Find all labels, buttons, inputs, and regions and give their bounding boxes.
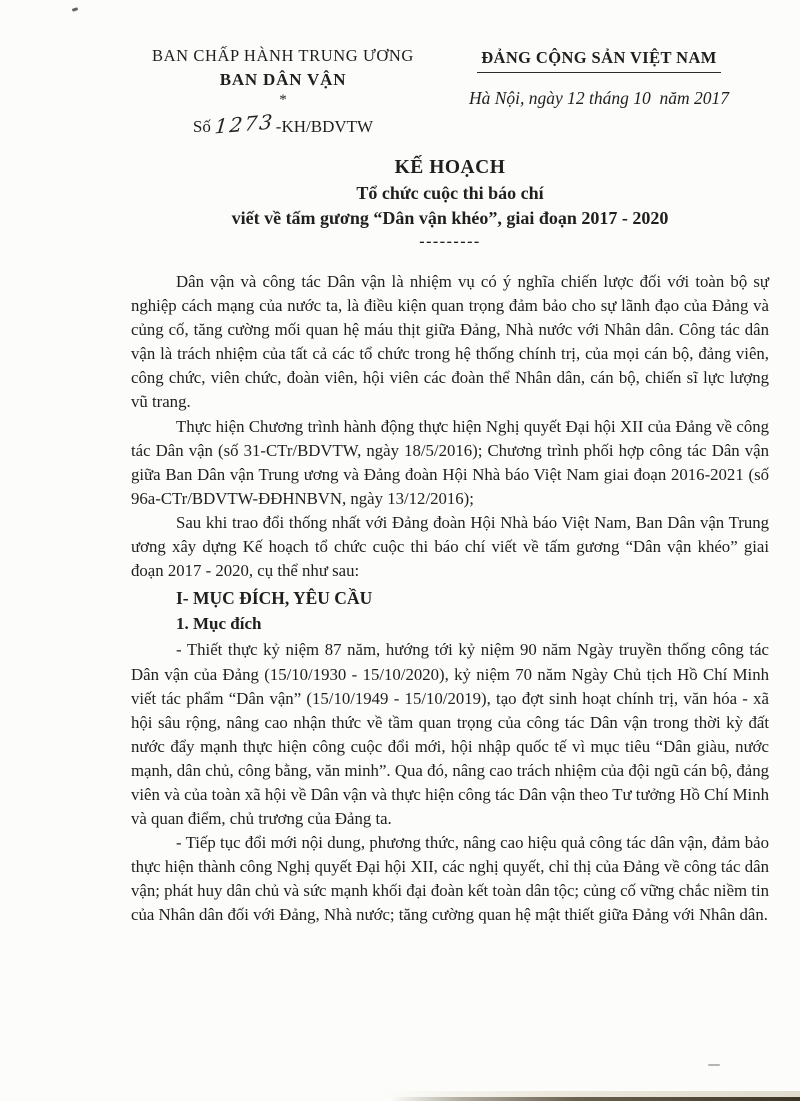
document-number-suffix: -KH/BDVTW <box>275 116 374 136</box>
document-title-line2: Tổ chức cuộc thi báo chí <box>356 183 544 204</box>
title-divider-dashes: --------- <box>419 232 481 250</box>
scan-edge-strip <box>390 1097 800 1101</box>
body-paragraph: - Tiếp tục đổi mới nội dung, phương thức, nâng cao hiệu quả công tác dân vận, đảm bảo thực hiện thành công Nghị quyết Đại hội XII, các nghị quyết, chỉ thị của Đảng về công tác dân vận; phát huy dân chủ và sức mạnh khối đại đoàn kết toàn dân tộc; củng cố vững chắc niềm tin của Nhân dân đối với Đảng, Nhà nước; tăng cường quan hệ mật thiết giữa Đảng với Nhân dân. <box>131 833 769 925</box>
scan-speck <box>72 7 79 12</box>
document-number-handwritten: 1273 <box>213 109 276 139</box>
subsection-heading-muc-dich: 1. Mục đích <box>176 614 262 634</box>
document-type-title: KẾ HOẠCH <box>394 157 506 178</box>
document-number <box>125 109 441 139</box>
place-and-date: Hà Nội, ngày 12 tháng 10 năm 2017 <box>468 88 730 108</box>
org-separator-star: * <box>279 91 287 108</box>
national-motto: ĐẢNG CỘNG SẢN VIỆT NAM <box>477 48 721 73</box>
document-title-line3: viết về tấm gương “Dân vận khéo”, giai đoạn 2017 - 2020 <box>231 207 669 228</box>
org-parent-name: BAN CHẤP HÀNH TRUNG ƯƠNG <box>152 46 414 65</box>
body-paragraph: Sau khi trao đổi thống nhất với Đảng đoàn Hội Nhà báo Việt Nam, Ban Dân vận Trung ương xây dựng Kế hoạch tổ chức cuộc thi báo chí viết về tấm gương “Dân vận khéo” giai đoạn 2017 - 2020, cụ thể như sau: <box>131 512 769 581</box>
issuing-org-block <box>125 46 441 138</box>
body-paragraph: - Thiết thực kỷ niệm 87 năm, hướng tới kỷ niệm 90 năm Ngày truyền thống công tác Dân vận của Đảng (15/10/1930 - 15/10/2020), kỷ niệm 70 năm Ngày Chủ tịch Hồ Chí Minh viết tác phẩm “Dân vận” (15/10/1949 - 15/10/2019), tạo đợt sinh hoạt chính trị, văn hóa - xã hội sâu rộng, nâng cao nhận thức về tầm quan trọng của công tác Dân vận trong thời kỳ đất nước đẩy mạnh thực hiện công cuộc đổi mới, hội nhập quốc tế vì mục tiêu “Dân giàu, nước mạnh, dân chủ, công bằng, văn minh”. Qua đó, nâng cao trách nhiệm của đội ngũ cán bộ, đảng viên và của toàn xã hội về Dân vận và thực hiện công tác Dân vận theo Tư tưởng Hồ Chí Minh và quan điểm, chủ trương của Đảng ta. <box>131 640 769 829</box>
body-paragraph: Dân vận và công tác Dân vận là nhiệm vụ có ý nghĩa chiến lược đối với toàn bộ sự nghiệp cách mạng của nước ta, là điều kiện quan trọng đảm bảo cho sự lãnh đạo của Đảng và củng cố, tăng cường mối quan hệ máu thịt giữa Đảng, Nhà nước với Nhân dân. Công tác dân vận là trách nhiệm của tất cả các tổ chức trong hệ thống chính trị, của mọi cán bộ, đảng viên, công chức, viên chức, đoàn viên, hội viên các đoàn thể Nhân dân, cán bộ, chiến sĩ lực lượng vũ trang. <box>131 272 769 412</box>
document-title-block <box>131 155 769 253</box>
scan-dash-mark <box>708 1064 720 1066</box>
national-header-block <box>453 48 745 109</box>
document-number-prefix: Số <box>192 116 211 136</box>
section-heading-muc-dich-yeu-cau: I- MỤC ĐÍCH, YÊU CẦU <box>176 588 373 609</box>
document-body <box>131 270 769 928</box>
body-paragraph: Thực hiện Chương trình hành động thực hiện Nghị quyết Đại hội XII của Đảng về công tác Dân vận (số 31-CTr/BDVTW, ngày 18/5/2016); Chương trình phối hợp công tác Dân vận giữa Ban Dân vận Trung ương và Đảng đoàn Hội Nhà báo Việt Nam giai đoạn 2016-2021 (số 96a-CTr/BDVTW-ĐĐHNBVN, ngày 13/12/2016); <box>131 416 769 508</box>
org-name: BAN DÂN VẬN <box>219 69 347 89</box>
